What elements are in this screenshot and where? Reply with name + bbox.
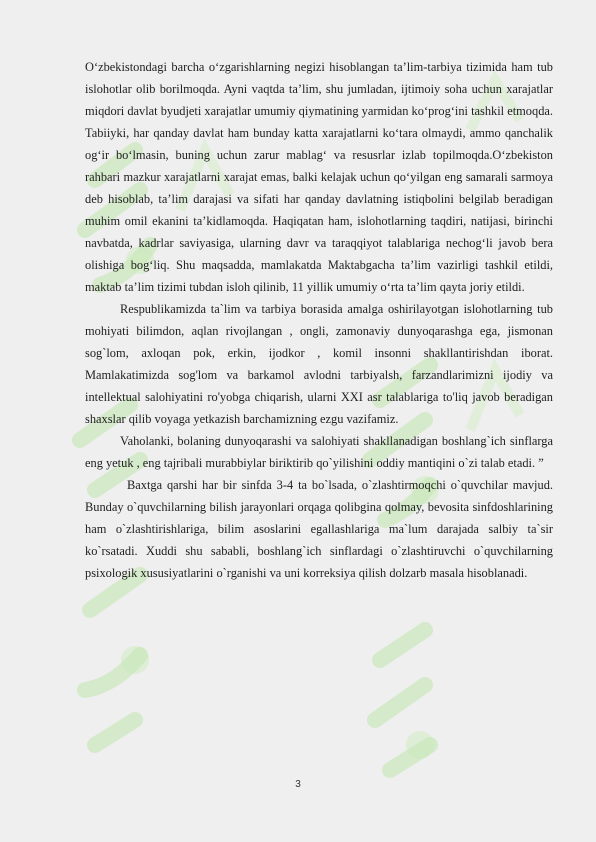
paragraph-2: Respublikamizda ta`lim va tarbiya borasida amalga oshirilayotgan islohotlarning tub mohiyati bilimdon, aqlan rivojlangan , ongli, zamonaviy dunyoqarashga ega, jismonan sog`lom, axloqan pok, erkin, ijodkor , komil insonni shakllantirishdan iborat. Mamlakatimizda sog'lom va barkamol avlodni tarbiyalsh, farzandlarimizni ijodiy va intellektual salohiyatini ro'yobga chiqarish, ularni XXI asr talablariga to'liq javob beradigan shaxslar qilib voyaga yetkazish barchamizning ezgu vazifamiz.: [85, 302, 553, 426]
paragraph-3: Vaholanki, bolaning dunyoqarashi va salohiyati shakllanadigan boshlang`ich sinflarga eng yetuk , eng tajribali murabbiylar biriktirib qo`yilishini oddiy mantiqini o`zi talab etadi. ”: [85, 434, 553, 470]
paragraph-4: Baxtga qarshi har bir sinfda 3-4 ta bo`lsada, o`zlashtirmoqchi o`quvchilar mavjud. Bunday o`quvchilarning bilish jarayonlari orqaga qolibgina qolmay, bevosita sinfdoshlarining ham o`zlashtirishlariga, bilim asoslarini egallashlariga ma`lum darajada salbiy ta`sir ko`rsatadi. Xuddi shu sababli, boshlang`ich sinflardagi o`zlashtiruvchi o`quvchilarning psixologik xususiyatlarini o`rganishi va uni korreksiya qilish dolzarb masala hisoblanadi.: [85, 478, 553, 580]
document-body: [85, 56, 553, 584]
paragraph-1: O‘zbekistondagi barcha o‘zgarishlarning negizi hisoblangan ta’lim-tarbiya tizimida ham tub islohotlar olib borilmoqda. Ayni vaqtda ta’lim, shu jumladan, ijtimoiy soha uchun xarajatlar miqdori davlat byudjeti xarajatlar umumiy qiymatining yarmidan ko‘prog‘ini tashkil etmoqda. Tabiiyki, har qanday davlat ham bunday katta xarajatlarni ko‘tara olmaydi, ammo qanchalik og‘ir bo‘lmasin, buning uchun zarur mablag‘ va resusrlar izlab topilmoqda.O‘zbekiston rahbari mazkur xarajatlarni xarajat emas, balki kelajak uchun qo‘yilgan eng samarali sarmoya deb hisoblab, ta’lim darajasi va sifati har qanday davlatning istiqbolini belgilab beradigan muhim omil ekanini ta’kidlamoqda. Haqiqatan ham, islohotlarning taqdiri, natijasi, birinchi navbatda, kadrlar saviyasiga, ularning davr va taraqqiyot talablariga nechog‘li javob bera olishiga bog‘liq. Shu maqsadda, mamlakatda Maktabgacha ta’lim vazirligi tashkil etildi, maktab ta’lim tizimi tubdan isloh qilinib, 11 yillik umumiy o‘rta ta’lim qayta joriy etildi.: [85, 60, 553, 294]
page-number: 3: [295, 779, 301, 790]
